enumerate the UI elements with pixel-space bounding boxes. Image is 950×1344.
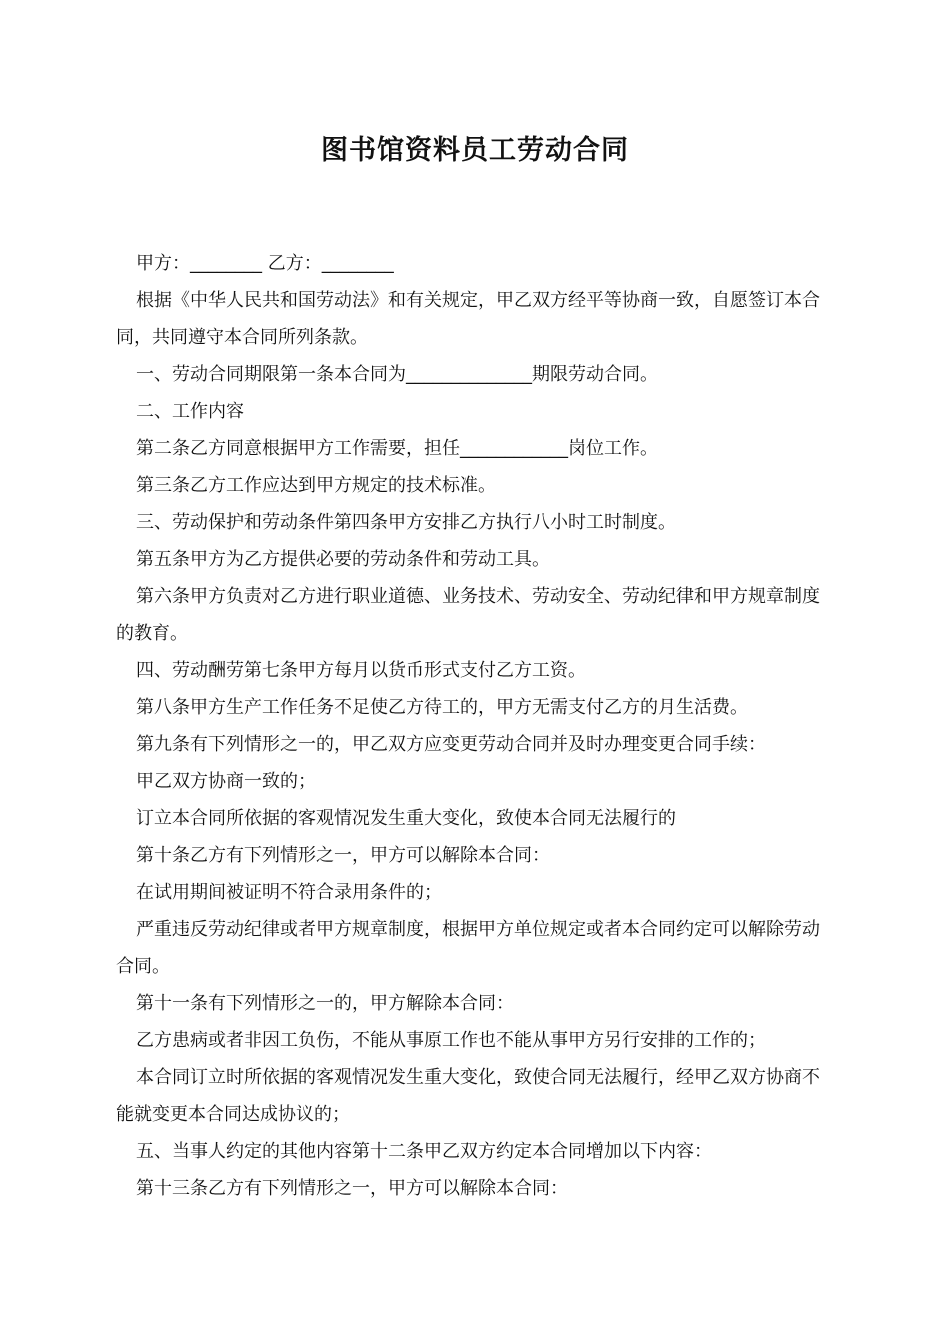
article-10: 第十条乙方有下列情形之一，甲方可以解除本合同：: [136, 845, 550, 866]
article-13: 第十三条乙方有下列情形之一，甲方可以解除本合同：: [136, 1178, 568, 1199]
article-3: 第三条乙方工作应达到甲方规定的技术标准。: [136, 475, 496, 496]
article-6: 第六条甲方负责对乙方进行职业道德、业务技术、劳动安全、劳动纪律和甲方规章制度的教育。: [116, 586, 820, 644]
section-2-heading: 二、工作内容: [136, 401, 244, 422]
document-body: [116, 245, 836, 1207]
article-11: 第十一条有下列情形之一的，甲方解除本合同：: [136, 993, 514, 1014]
section-1-contract-term: 一、劳动合同期限第一条本合同为______________期限劳动合同。: [136, 364, 658, 385]
section-4-article-7: 四、劳动酬劳第七条甲方每月以货币形式支付乙方工资。: [136, 660, 586, 681]
article-9: 第九条有下列情形之一的，甲乙双方应变更劳动合同并及时办理变更合同手续：: [136, 734, 766, 755]
article-9-item-2: 订立本合同所依据的客观情况发生重大变化，致使本合同无法履行的: [136, 808, 676, 829]
document-title: 图书馆资料员工劳动合同: [321, 135, 629, 166]
preamble-paragraph: 根据《中华人民共和国劳动法》和有关规定，甲乙双方经平等协商一致，自愿签订本合同，共同遵守本合同所列条款。: [116, 290, 820, 348]
article-11-item-2: 本合同订立时所依据的客观情况发生重大变化，致使合同无法履行，经甲乙双方协商不能就变更本合同达成协议的；: [116, 1067, 820, 1125]
article-2: 第二条乙方同意根据甲方工作需要，担任____________岗位工作。: [136, 438, 658, 459]
section-5-article-12: 五、当事人约定的其他内容第十二条甲乙双方约定本合同增加以下内容：: [136, 1141, 712, 1162]
section-3-article-4: 三、劳动保护和劳动条件第四条甲方安排乙方执行八小时工时制度。: [136, 512, 676, 533]
parties-line: 甲方：________ 乙方：________: [136, 253, 394, 274]
article-8: 第八条甲方生产工作任务不足使乙方待工的，甲方无需支付乙方的月生活费。: [136, 697, 748, 718]
article-11-item-1: 乙方患病或者非因工负伤，不能从事原工作也不能从事甲方另行安排的工作的；: [136, 1030, 766, 1051]
article-10-item-2: 严重违反劳动纪律或者甲方规章制度，根据甲方单位规定或者本合同约定可以解除劳动合同。: [116, 919, 820, 977]
article-10-item-1: 在试用期间被证明不符合录用条件的；: [136, 882, 442, 903]
article-9-item-1: 甲乙双方协商一致的；: [136, 771, 316, 792]
article-5: 第五条甲方为乙方提供必要的劳动条件和劳动工具。: [136, 549, 550, 570]
